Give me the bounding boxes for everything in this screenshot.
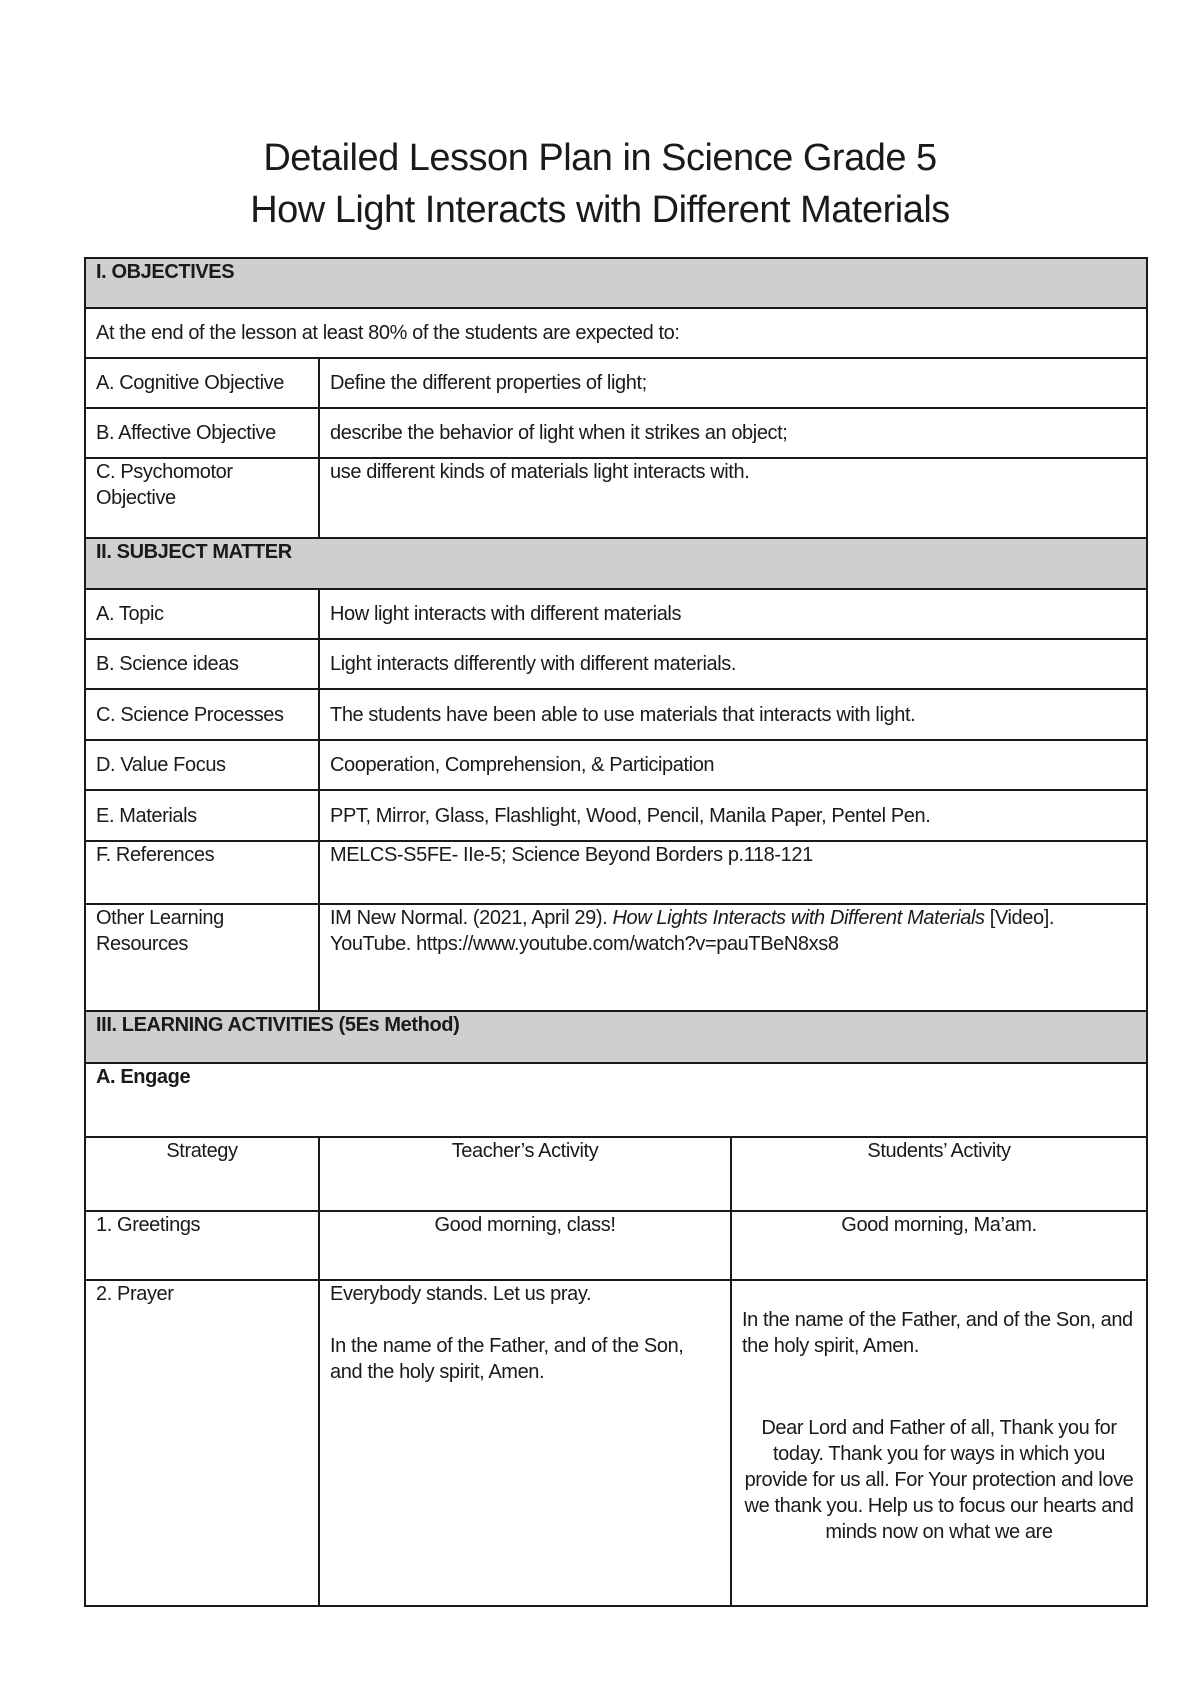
- greetings-row: [85, 1211, 1147, 1280]
- activities-header-row: [85, 1011, 1147, 1063]
- subject-value: How light interacts with different materials: [319, 589, 1147, 639]
- objective-value: describe the behavior of light when it strikes an object;: [319, 408, 1147, 458]
- subject-value: MELCS-S5FE- IIe-5; Science Beyond Borders p.118-121: [319, 841, 1147, 904]
- subject-label: A. Topic: [85, 589, 319, 639]
- objectives-header-row: [85, 258, 1147, 308]
- subject-label: F. References: [85, 841, 319, 904]
- objectives-intro-row: [85, 308, 1147, 358]
- title-line-2: How Light Interacts with Different Materials: [250, 189, 950, 231]
- prayer-students-sign: In the name of the Father, and of the Son, and the holy spirit, Amen.: [742, 1309, 1133, 1357]
- reference-suffix: [Video]. YouTube. https://www.youtube.com/watch?v=pauTBeN8xs8: [330, 907, 1055, 955]
- subject-matter-header-row: [85, 538, 1147, 589]
- subject-label: E. Materials: [85, 790, 319, 841]
- subject-row: [85, 790, 1147, 841]
- other-resources-label: Other Learning Resources: [85, 904, 319, 1011]
- prayer-row: [85, 1280, 1147, 1606]
- reference-prefix: IM New Normal. (2021, April 29).: [330, 907, 613, 929]
- subject-row: [85, 589, 1147, 639]
- greetings-teacher: Good morning, class!: [319, 1211, 731, 1280]
- activities-header: III. LEARNING ACTIVITIES (5Es Method): [85, 1011, 1147, 1063]
- strategy-column-header: Strategy: [85, 1137, 319, 1211]
- engage-row: [85, 1063, 1147, 1137]
- objective-label: A. Cognitive Objective: [85, 358, 319, 408]
- objective-row: [85, 358, 1147, 408]
- prayer-teacher-instruction: Everybody stands. Let us pray.: [330, 1283, 592, 1305]
- subject-label: B. Science ideas: [85, 639, 319, 689]
- prayer-teacher-cell: [319, 1280, 731, 1606]
- prayer-teacher-sign: In the name of the Father, and of the Son, and the holy spirit, Amen.: [330, 1335, 684, 1383]
- subject-label: D. Value Focus: [85, 740, 319, 790]
- objectives-intro: At the end of the lesson at least 80% of the students are expected to:: [85, 308, 1147, 358]
- subject-matter-header: II. SUBJECT MATTER: [85, 538, 1147, 589]
- objective-label: C. Psychomotor Objective: [85, 458, 319, 538]
- prayer-strategy: 2. Prayer: [85, 1280, 319, 1606]
- subject-row: [85, 689, 1147, 740]
- reference-title: How Lights Interacts with Different Materials: [612, 907, 985, 929]
- document-title: [0, 132, 1200, 236]
- students-column-header: Students’ Activity: [731, 1137, 1147, 1211]
- prayer-students-cell: [731, 1280, 1147, 1606]
- subject-row: [85, 740, 1147, 790]
- prayer-students-text: Dear Lord and Father of all, Thank you for today. Thank you for ways in which you provide for us all. For Your protection and love we thank you. Help us to focus our hearts and minds now on what we are: [744, 1417, 1134, 1543]
- subject-label: C. Science Processes: [85, 689, 319, 740]
- greetings-strategy: 1. Greetings: [85, 1211, 319, 1280]
- objective-row: [85, 458, 1147, 538]
- subject-row: [85, 639, 1147, 689]
- subject-value: Cooperation, Comprehension, & Participation: [319, 740, 1147, 790]
- objective-value: Define the different properties of light;: [319, 358, 1147, 408]
- objective-row: [85, 408, 1147, 458]
- title-line-1: Detailed Lesson Plan in Science Grade 5: [263, 137, 937, 179]
- teacher-column-header: Teacher’s Activity: [319, 1137, 731, 1211]
- objective-label: B. Affective Objective: [85, 408, 319, 458]
- objectives-header: I. OBJECTIVES: [85, 258, 1147, 308]
- column-header-row: [85, 1137, 1147, 1211]
- subject-value: PPT, Mirror, Glass, Flashlight, Wood, Pencil, Manila Paper, Pentel Pen.: [319, 790, 1147, 841]
- greetings-students: Good morning, Ma’am.: [731, 1211, 1147, 1280]
- subject-value: The students have been able to use materials that interacts with light.: [319, 689, 1147, 740]
- subject-value: Light interacts differently with different materials.: [319, 639, 1147, 689]
- subject-row: [85, 841, 1147, 904]
- lesson-plan-table: [84, 257, 1148, 1607]
- other-resources-row: [85, 904, 1147, 1011]
- other-resources-value: [319, 904, 1147, 1011]
- objective-value: use different kinds of materials light interacts with.: [319, 458, 1147, 538]
- engage-label: A. Engage: [85, 1063, 1147, 1137]
